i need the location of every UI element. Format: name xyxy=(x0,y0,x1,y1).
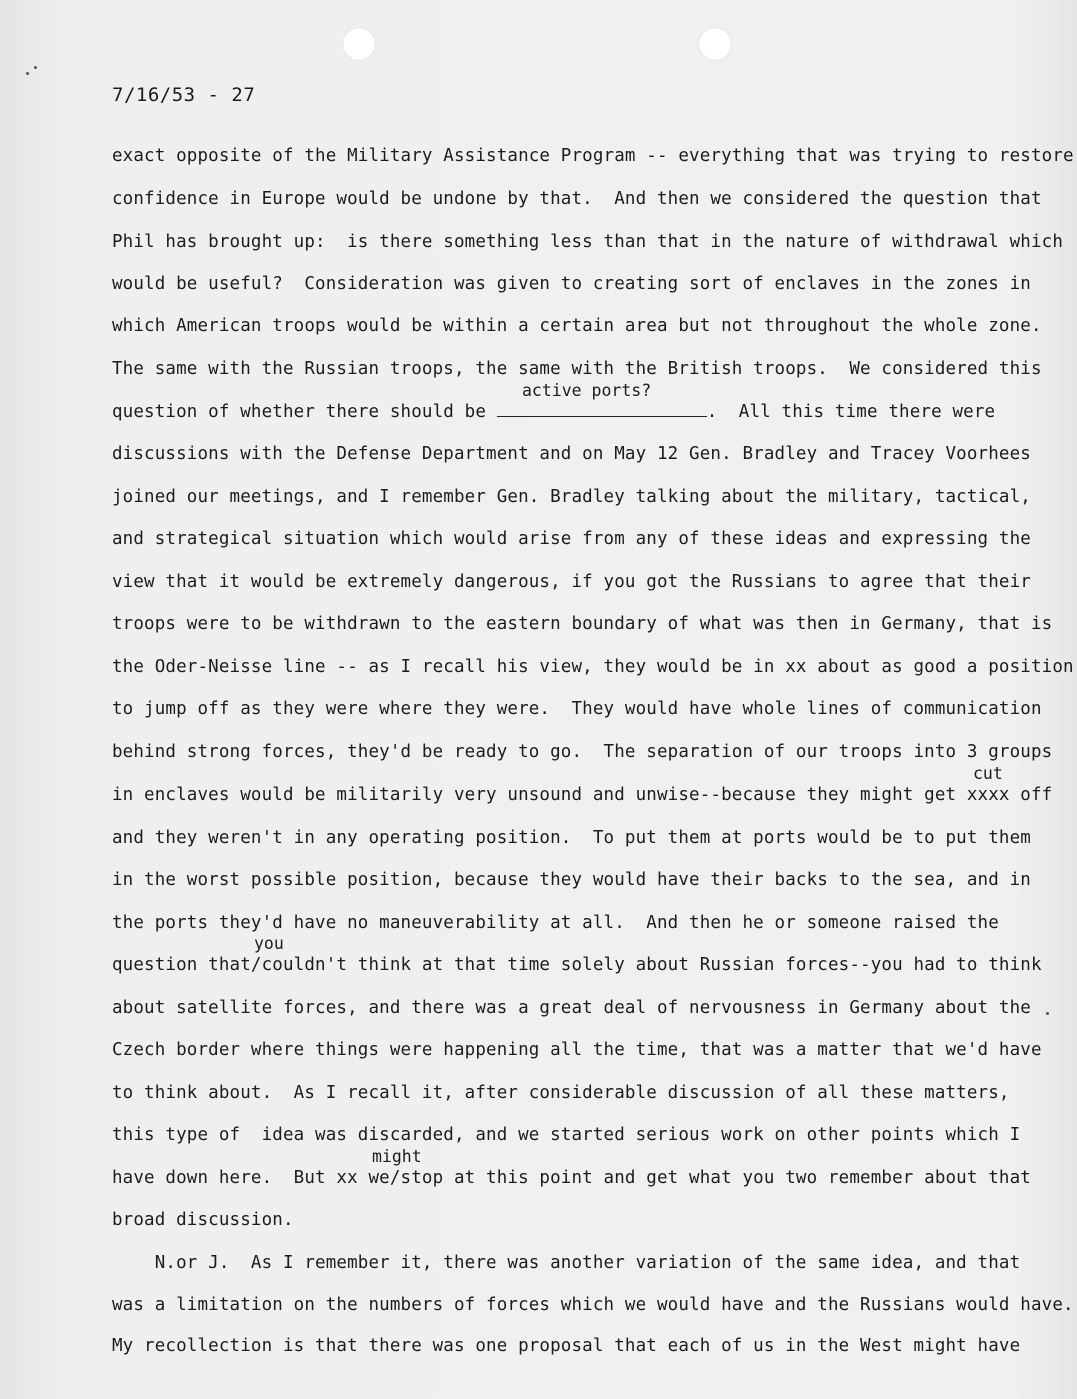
text-line: broad discussion. xyxy=(112,1210,294,1230)
text-line: My recollection is that there was one proposal that each of us in the West might have xyxy=(112,1336,1021,1356)
punch-hole-right xyxy=(698,27,732,61)
fill-in-blank xyxy=(497,402,707,417)
handwritten-insert-might: might xyxy=(372,1147,422,1166)
text-line: in the worst possible position, because they would have their backs to the sea, and in xyxy=(112,870,1031,890)
text-line: to think about. As I recall it, after considerable discussion of all these matters, xyxy=(112,1083,1010,1103)
scan-speck xyxy=(26,72,29,75)
text-line: the Oder-Neisse line -- as I recall his view, they would be in xx about as good a position xyxy=(112,657,1074,677)
text-line: to jump off as they were where they were. They would have whole lines of communication xyxy=(112,699,1042,719)
text-line: and strategical situation which would arise from any of these ideas and expressing the xyxy=(112,529,1031,549)
text-line: about satellite forces, and there was a great deal of nervousness in Germany about the xyxy=(112,998,1031,1018)
text-line: have down here. But xx we/stop at this point and get what you two remember about that xyxy=(112,1168,1031,1188)
text-line: confidence in Europe would be undone by that. And then we considered the question that xyxy=(112,189,1042,209)
text-line: which American troops would be within a certain area but not throughout the whole zone. xyxy=(112,316,1042,336)
text-line: The same with the Russian troops, the same with the British troops. We considered this xyxy=(112,359,1042,379)
blank-line-after: . All this time there were xyxy=(706,402,996,422)
text-line: troops were to be withdrawn to the eastern boundary of what was then in Germany, that is xyxy=(112,614,1053,634)
handwritten-insert-cut: cut xyxy=(973,764,1003,783)
text-line: Czech border where things were happening all the time, that was a matter that we'd have xyxy=(112,1040,1042,1060)
text-line: discussions with the Defense Department and on May 12 Gen. Bradley and Tracey Voorhees xyxy=(112,444,1031,464)
scan-speck xyxy=(1046,1012,1049,1015)
text-line: N.or J. As I remember it, there was another variation of the same idea, and that xyxy=(112,1253,1021,1273)
page-reference: 7/16/53 - 27 xyxy=(112,84,256,106)
punch-hole-left xyxy=(342,27,376,61)
text-line: Phil has brought up: is there something less than that in the nature of withdrawal which xyxy=(112,232,1064,252)
text-line: would be useful? Consideration was given to creating sort of enclaves in the zones in xyxy=(112,274,1031,294)
text-line: the ports they'd have no maneuverability at all. And then he or someone raised the xyxy=(112,913,999,933)
text-line: behind strong forces, they'd be ready to go. The separation of our troops into 3 groups xyxy=(112,742,1053,762)
text-line: view that it would be extremely dangerous, if you got the Russians to agree that their xyxy=(112,572,1031,592)
text-line: in enclaves would be militarily very unsound and unwise--because they might get xxxx off xyxy=(112,785,1053,805)
text-line: was a limitation on the numbers of forces which we would have and the Russians would have. xyxy=(112,1295,1074,1315)
text-line: this type of idea was discarded, and we started serious work on other points which I xyxy=(112,1125,1021,1145)
handwritten-insert-you: you xyxy=(254,934,284,953)
blank-line-before: question of whether there should be xyxy=(112,402,497,422)
text-line: joined our meetings, and I remember Gen. Bradley talking about the military, tactical, xyxy=(112,487,1031,507)
text-line-with-blank xyxy=(112,402,995,422)
text-line: exact opposite of the Military Assistance Program -- everything that was trying to restore xyxy=(112,146,1074,166)
text-line: question that/couldn't think at that time solely about Russian forces--you had to think xyxy=(112,955,1042,975)
scan-speck xyxy=(34,66,37,69)
handwritten-insert-active-ports: active ports? xyxy=(522,381,652,400)
text-line: and they weren't in any operating position. To put them at ports would be to put them xyxy=(112,828,1031,848)
